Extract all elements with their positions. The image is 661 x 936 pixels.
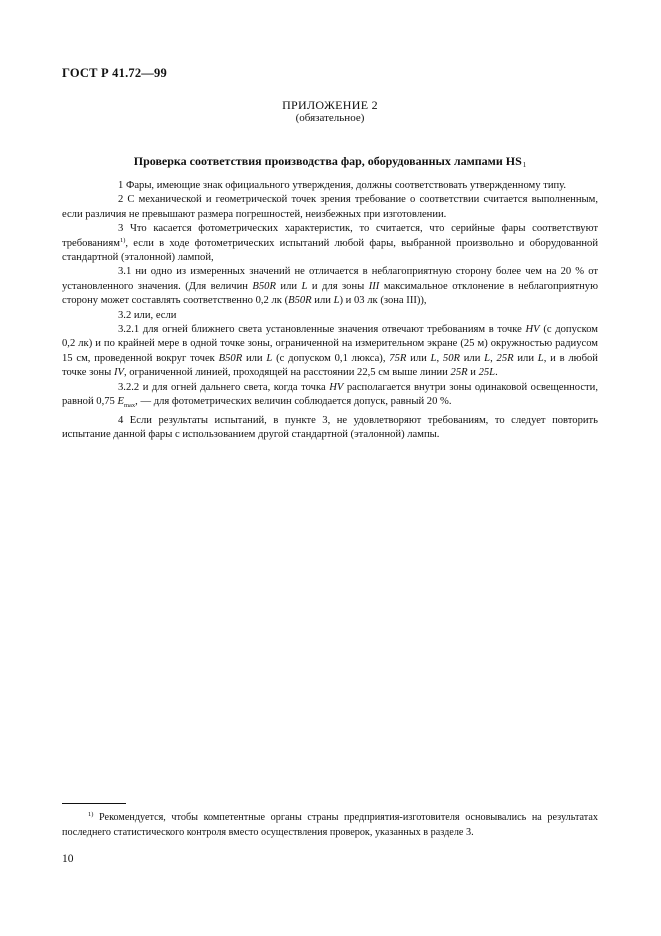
paragraph-3-2: 3.2 или, если <box>118 309 177 321</box>
section-title <box>62 154 598 169</box>
appendix-title: ПРИЛОЖЕНИЕ 2 <box>282 98 378 112</box>
paragraph-4: 4 Если результаты испытаний, в пункте 3, не удовлетворяют требованиям, то следует повторить испытание данной фары с использованием другой стандартной (эталонной) лампы. <box>62 414 598 441</box>
paragraph-1: 1 Фары, имеющие знак официального утверждения, должны соответствовать утвержденному типу. <box>118 180 567 191</box>
paragraph-3-2-1: 3.2.1 для огней ближнего света установленные значения отвечают требованиям в точке HV (с допуском 0,2 лк) и по крайней мере в одной точке зоны, ограниченной на измерительном экране (25 м) окружностью радиусом 15 см, проведенной вокруг точек B50R или L (с допуском 0,1 люкса), 75R или L, 50R или L, 25R или L, и в любой точке зоны IV, ограниченной линией, проходящей на расстоянии 22,5 см выше линии 25R и 25L. <box>62 324 598 379</box>
paragraph-3-2-2: 3.2.2 и для огней дальнего света, когда точка HV располагается внутри зоны одинаковой освещенности, равной 0,75 $E_{max}$, — для фотометрических величин соблюдается допуск, равный 20 %. <box>62 381 598 410</box>
section-title-text: Проверка соответствия производства фар, оборудованных лампами HS <box>133 154 522 168</box>
body-text <box>62 179 598 442</box>
footnote-text: Рекомендуется, чтобы компетентные органы страны предприятия-изготовителя основывались на результатах последнего статистического контроля вместо осуществления проверок, указанных в разделе 3. <box>62 812 598 838</box>
section-title-subscript: 1 <box>522 161 527 169</box>
footnote-ref: 1) <box>119 236 126 244</box>
paragraph-2: 2 С механической и геометрической точек зрения требование о соответствии считается выполненным, если различия не превышают размера погрешностей, неизбежных при изготовлении. <box>62 194 598 220</box>
page-number: 10 <box>62 853 74 865</box>
footnote-marker: 1) <box>88 811 94 818</box>
paragraph-3-1: 3.1 ни одно из измеренных значений не отличается в неблагоприятную сторону более чем на 20 % от установленного значения. (Для величин B50R или L и для зоны III максимальное отклонение в неблагоприятную сторону может составлять соответственно 0,2 лк (B50R или L) и 03 лк (зона III)), <box>62 266 598 307</box>
footnote-divider <box>62 803 126 804</box>
appendix-subtitle: (обязательное) <box>295 112 365 124</box>
document-code-header: ГОСТ Р 41.72—99 <box>62 66 167 80</box>
paragraph-3: 3 Что касается фотометрических характеристик, то считается, что серийные фары соответствуют требованиям$^{1)}$, если в ходе фотометрических испытаний любой фары, выбранной произвольно и оборудованной стандартной (эталонной) лампой, <box>62 223 598 264</box>
footnote <box>62 811 598 840</box>
